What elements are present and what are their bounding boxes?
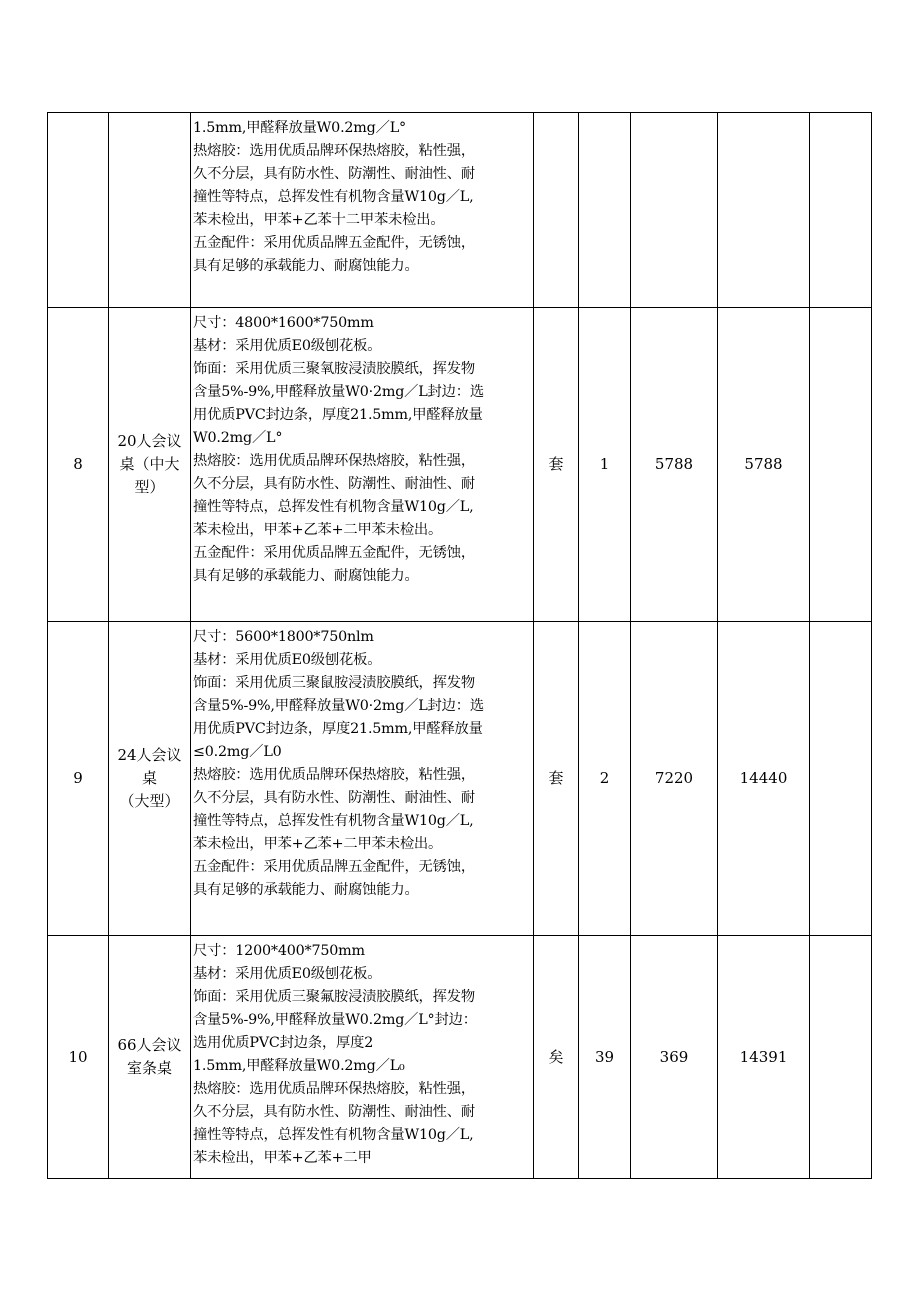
item-note [810,622,872,936]
cell-text-line: 选用优质PVC封边条，厚度2 [193,1035,374,1051]
cell-text-line: （大型） [119,792,180,810]
item-unit: 套 [534,622,579,936]
item-quantity [579,113,631,308]
cell-text-line: 具有足够的承载能力、耐腐蚀能力。 [193,882,419,898]
cell-text-line: 含量5%-9%,甲醛释放量W0·2mg／L封边：选 [193,384,484,400]
item-quantity: 39 [579,936,631,1179]
spec-table [47,112,872,1179]
cell-text-line: 热熔胶：选用优质品牌环保热熔胶，粘性强， [193,453,475,469]
cell-text-line: 饰面：采用优质三聚鼠胺浸渍胶膜纸，挥发物 [193,675,475,691]
cell-text-line: 室条桌 [126,1059,172,1077]
cell-text-line: 苯未检出，甲苯+乙苯十二甲苯未检出。 [193,212,445,228]
item-unit-price: 369 [631,936,718,1179]
cell-text-line: 久不分层，具有防水性、防潮性、耐油性、耐 [193,166,475,182]
cell-text-line: 热熔胶：选用优质品牌环保热熔胶，粘性强， [193,143,475,159]
item-name [109,936,191,1179]
item-number: 8 [48,308,109,622]
cell-text-line: 基材：采用优质E0级刨花板。 [193,338,382,354]
cell-text-line: 五金配件：采用优质品牌五金配件，无锈蚀， [193,859,475,875]
table-row [48,308,872,622]
cell-text-line: 基材：采用优质E0级刨花板。 [193,652,382,668]
item-unit-price [631,113,718,308]
cell-text-line: 1.5mm,甲醛释放量W0.2mg／L° [193,120,406,136]
item-unit: 套 [534,308,579,622]
cell-text-line: 具有足够的承载能力、耐腐蚀能力。 [193,568,419,584]
cell-text-line: 基材：采用优质E0级刨花板。 [193,966,382,982]
item-note [810,308,872,622]
cell-text-line: 热熔胶：选用优质品牌环保热熔胶，粘性强， [193,767,475,783]
item-spec [191,113,534,308]
cell-text-line: 具有足够的承载能力、耐腐蚀能力。 [193,258,419,274]
item-quantity: 2 [579,622,631,936]
item-note [810,936,872,1179]
table-row [48,936,872,1179]
item-number: 10 [48,936,109,1179]
cell-text-line: 苯未检出，甲苯+乙苯+二甲苯未检出。 [193,522,443,538]
table-row [48,622,872,936]
item-unit [534,113,579,308]
cell-text-line: 久不分层，具有防水性、防潮性、耐油性、耐 [193,476,475,492]
cell-text-line: 苯未检出，甲苯+乙苯+二甲 [193,1150,372,1166]
item-unit-price: 7220 [631,622,718,936]
cell-text-line: 五金配件：采用优质品牌五金配件，无锈蚀， [193,235,475,251]
cell-text-line: 撞性等特点，总挥发性有机物含量W10g／L, [193,813,474,829]
cell-text-line: 饰面：采用优质三聚氟胺浸渍胶膜纸，挥发物 [193,989,475,1005]
cell-text-line: 用优质PVC封边条，厚度21.5mm,甲醛释放量 [193,721,483,737]
item-spec [191,936,534,1179]
item-spec [191,308,534,622]
cell-text-line: 饰面：采用优质三聚氧胺浸渍胶膜纸，挥发物 [193,361,475,377]
cell-text-line: 尺寸：4800*1600*750mm [193,315,374,331]
cell-text-line: 型） [134,478,165,496]
cell-text-line: 撞性等特点，总挥发性有机物含量W10g／L, [193,499,474,515]
cell-text-line: 24人会议 [117,746,182,764]
item-name [109,308,191,622]
cell-text-line: 66人会议 [117,1036,182,1054]
item-total: 14391 [718,936,810,1179]
cell-text-line: 久不分层，具有防水性、防潮性、耐油性、耐 [193,790,475,806]
item-quantity: 1 [579,308,631,622]
cell-text-line: 尺寸：1200*400*750mm [193,943,365,959]
item-total [718,113,810,308]
cell-text-line: 含量5%-9%,甲醛释放量W0·2mg／L封边：选 [193,698,484,714]
item-name [109,622,191,936]
item-unit-price: 5788 [631,308,718,622]
cell-text-line: 含量5%-9%,甲醛释放量W0.2mg／L°封边： [193,1012,477,1028]
item-total: 5788 [718,308,810,622]
cell-text-line: 桌（中大 [119,455,180,473]
cell-text-line: 20人会议 [117,432,182,450]
item-note [810,113,872,308]
item-spec [191,622,534,936]
item-name [109,113,191,308]
cell-text-line: 1.5mm,甲醛释放量W0.2mg／L₀ [193,1058,405,1074]
cell-text-line: 桌 [141,769,157,787]
table-row [48,113,872,308]
cell-text-line: 用优质PVC封边条，厚度21.5mm,甲醛释放量 [193,407,483,423]
item-total: 14440 [718,622,810,936]
cell-text-line: ≤0.2mg／L0 [193,744,282,760]
item-number: 9 [48,622,109,936]
cell-text-line: 五金配件：采用优质品牌五金配件，无锈蚀， [193,545,475,561]
cell-text-line: 撞性等特点，总挥发性有机物含量W10g／L, [193,1127,474,1143]
cell-text-line: 撞性等特点，总挥发性有机物含量W10g／L, [193,189,474,205]
cell-text-line: 尺寸：5600*1800*750nlm [193,629,374,645]
cell-text-line: W0.2mg／L° [193,430,283,446]
cell-text-line: 久不分层，具有防水性、防潮性、耐油性、耐 [193,1104,475,1120]
item-unit: 矣 [534,936,579,1179]
cell-text-line: 苯未检出，甲苯+乙苯+二甲苯未检出。 [193,836,443,852]
cell-text-line: 热熔胶：选用优质品牌环保热熔胶，粘性强， [193,1081,475,1097]
item-number [48,113,109,308]
